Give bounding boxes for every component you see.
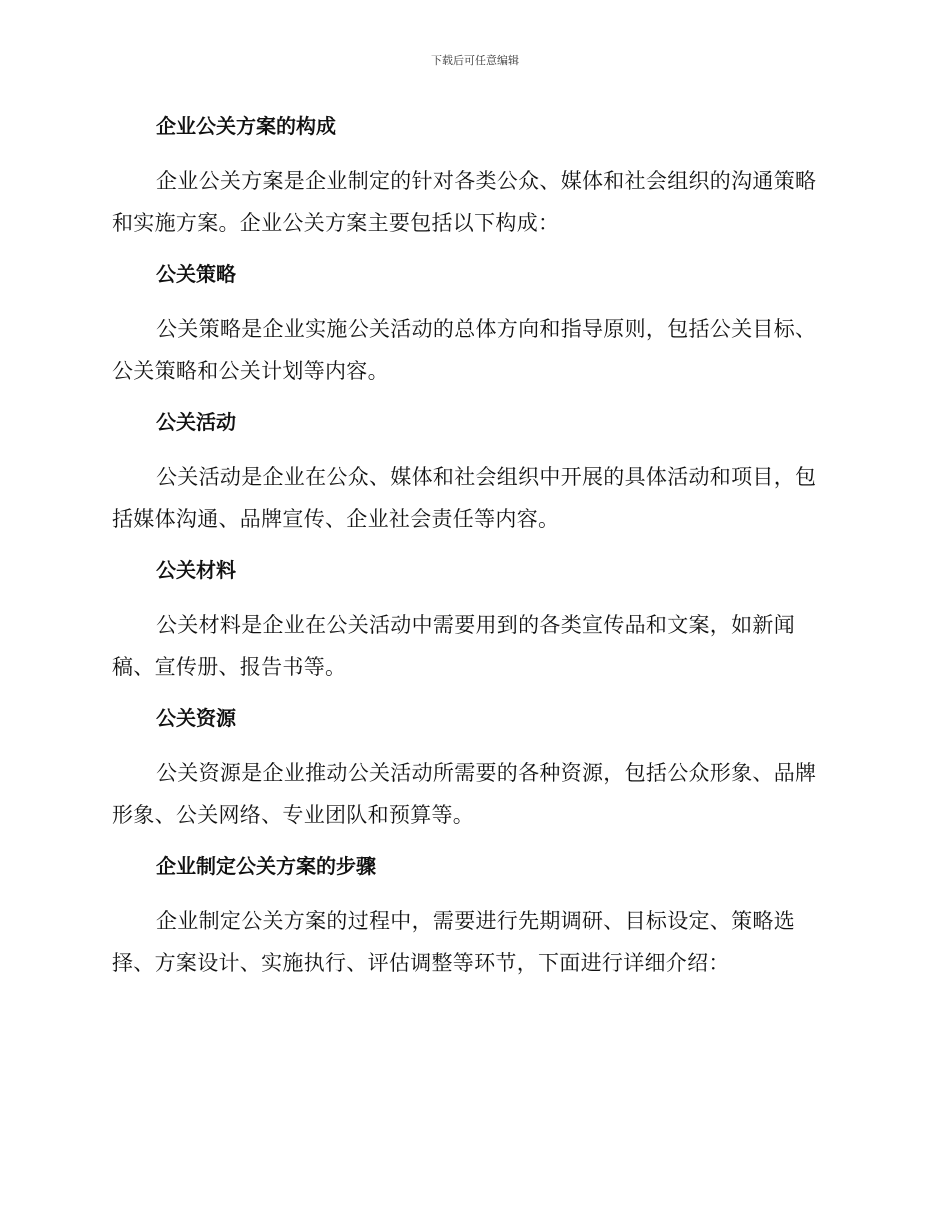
section-paragraph: 公关策略是企业实施公关活动的总体方向和指导原则，包括公关目标、公关策略和公关计划等内容。 [112,317,817,383]
section-heading: 企业制定公关方案的步骤 [156,854,376,878]
section-paragraph: 公关材料是企业在公关活动中需要用到的各类宣传品和文案，如新闻稿、宣传册、报告书等。 [112,613,795,679]
section-heading: 公关资源 [156,706,236,730]
page-header: 下载后可任意编辑 [431,54,519,67]
section-paragraph: 公关资源是企业推动公关活动所需要的各种资源，包括公众形象、品牌形象、公关网络、专业团队和预算等。 [112,761,817,827]
section-heading: 企业公关方案的构成 [156,114,336,138]
section-paragraph: 公关活动是企业在公众、媒体和社会组织中开展的具体活动和项目，包括媒体沟通、品牌宣传、企业社会责任等内容。 [112,465,817,531]
section-paragraph: 企业制定公关方案的过程中，需要进行先期调研、目标设定、策略选择、方案设计、实施执行、评估调整等环节，下面进行详细介绍： [112,909,795,975]
document-body [112,110,834,984]
section-heading: 公关策略 [156,262,236,286]
section-heading: 公关活动 [156,410,236,434]
section-paragraph: 企业公关方案是企业制定的针对各类公众、媒体和社会组织的沟通策略和实施方案。企业公关方案主要包括以下构成： [112,169,817,235]
section-heading: 公关材料 [156,558,236,582]
